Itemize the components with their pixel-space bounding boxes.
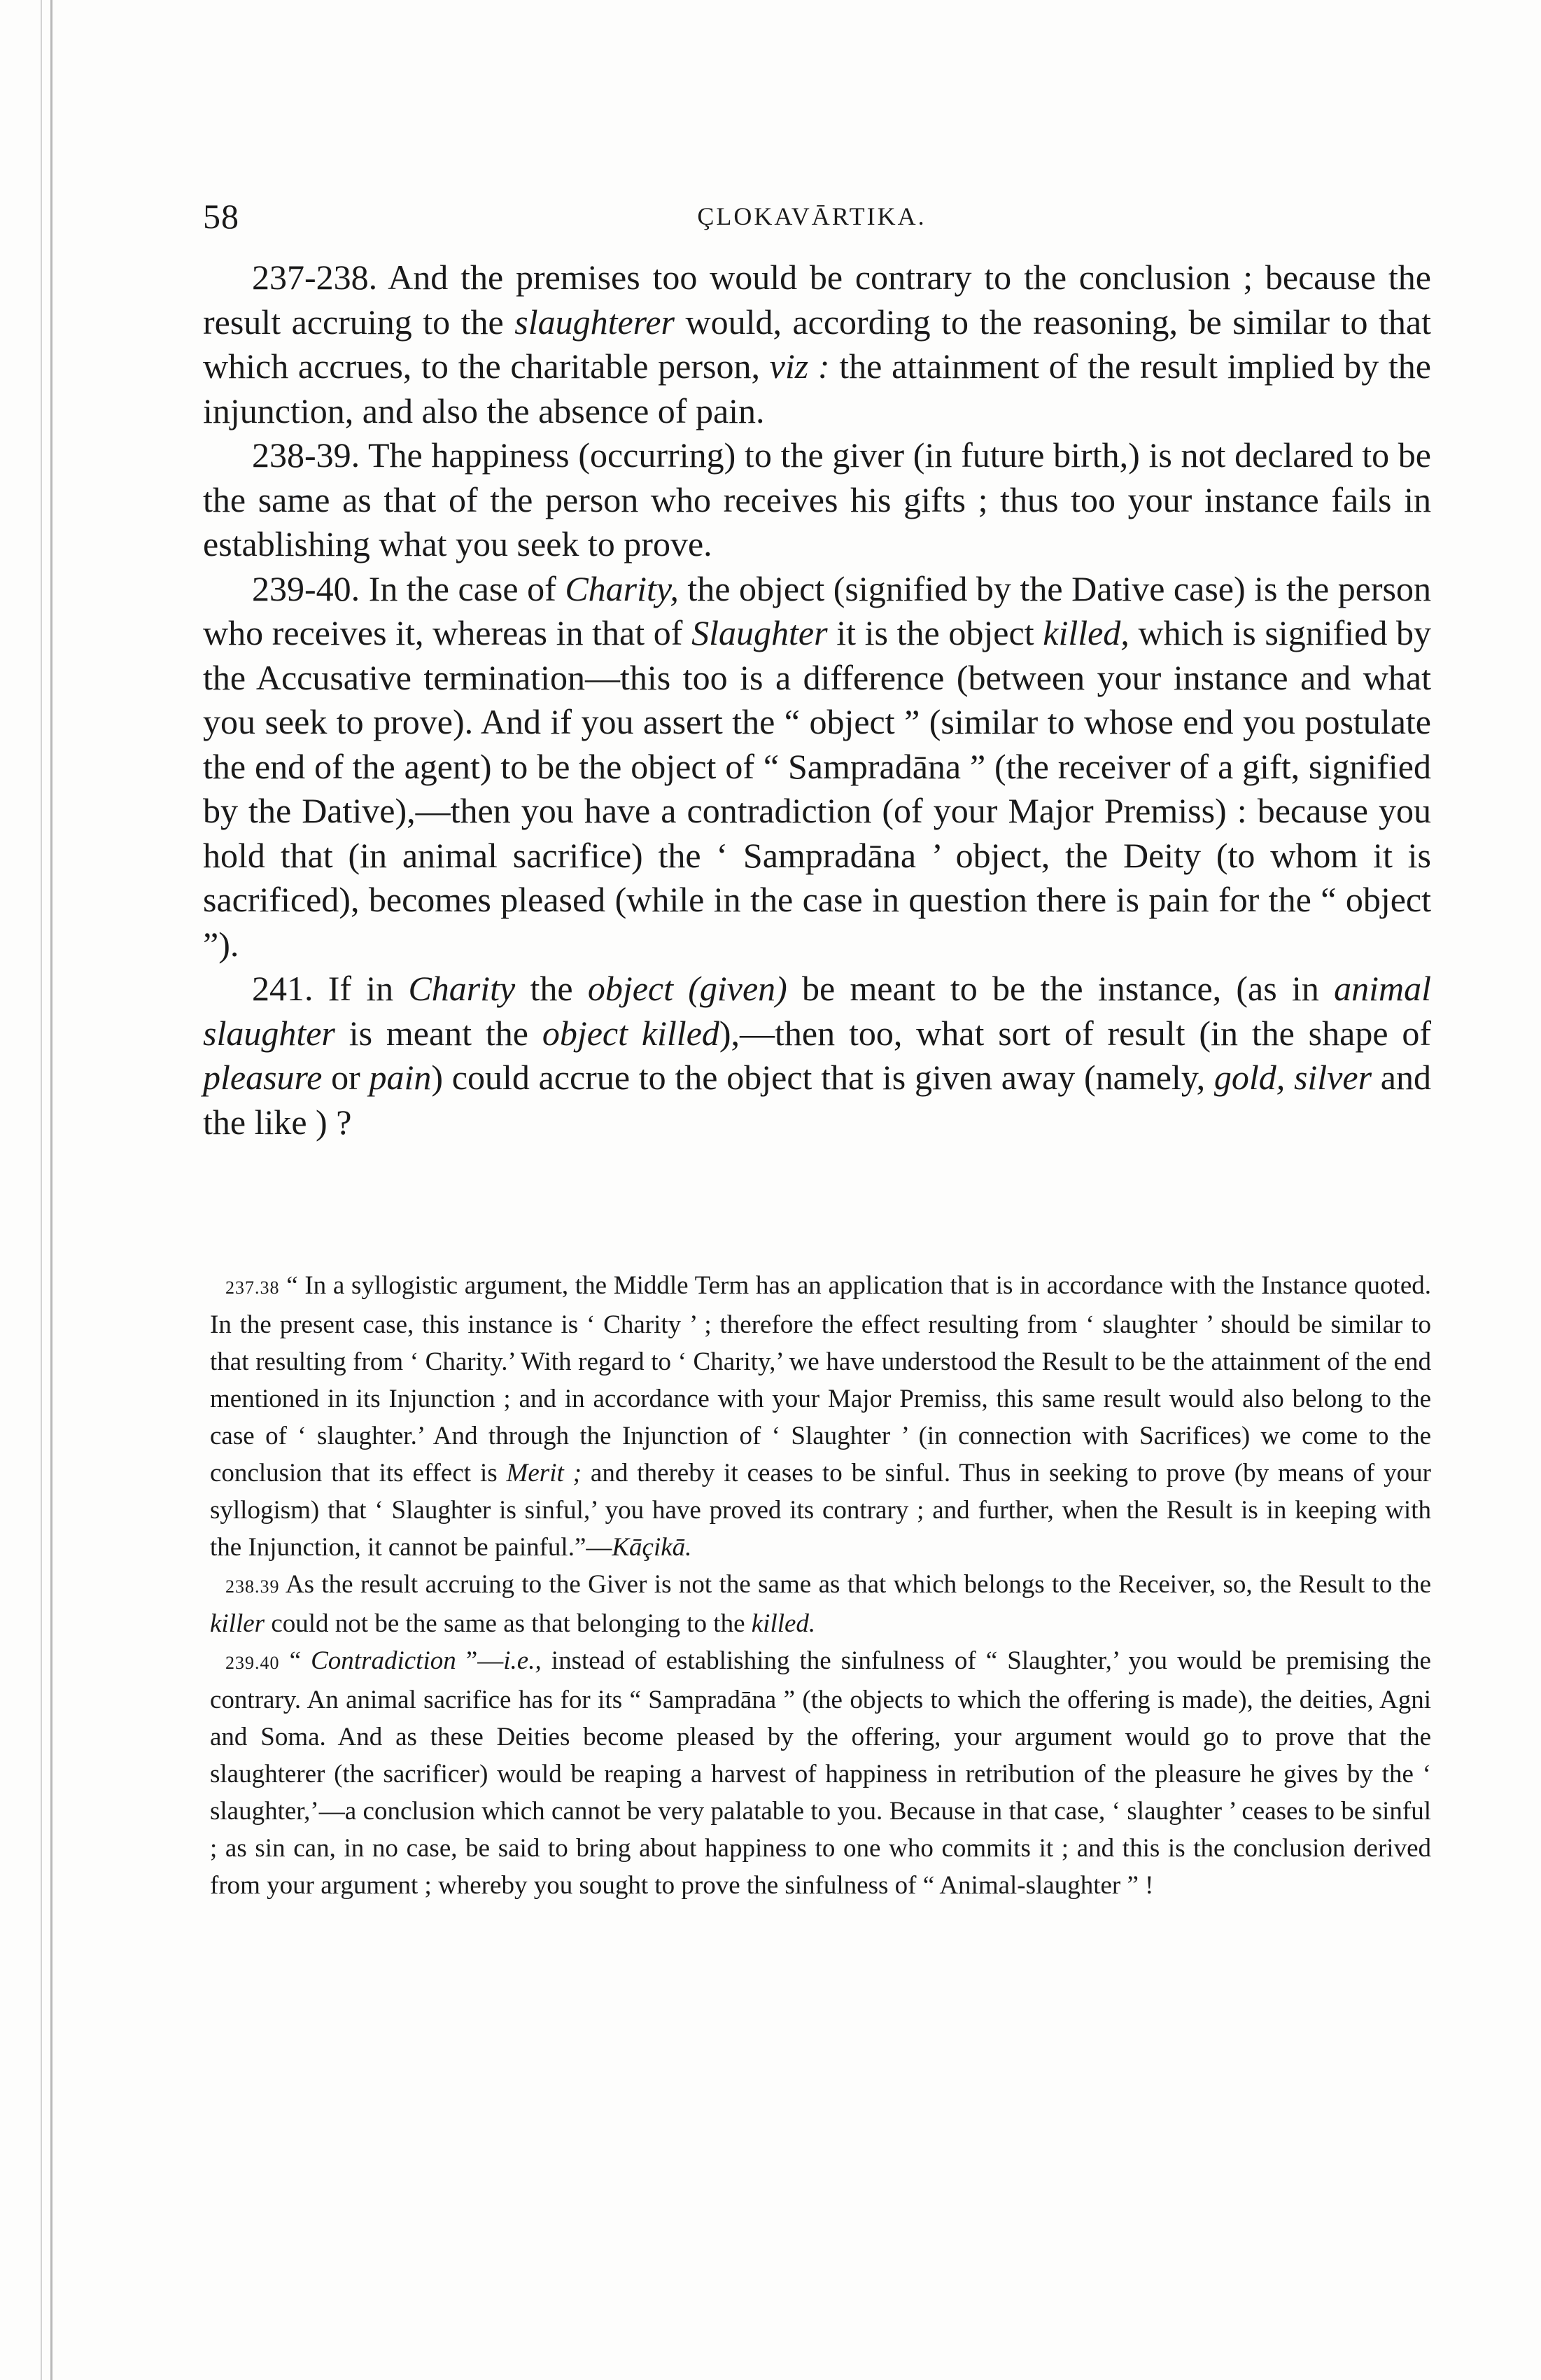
- verse-number: 237-238.: [252, 258, 378, 297]
- footnote-ref: 238.39: [225, 1576, 280, 1597]
- page-header: [203, 196, 1421, 252]
- verse-number: 238-39.: [252, 435, 360, 475]
- verse-text: If in: [313, 969, 409, 1008]
- verse-text: In the case of: [360, 568, 565, 608]
- footnote-ref: 237.38: [225, 1278, 280, 1298]
- scan-binding-edge: [41, 0, 42, 2380]
- verse-paragraph-237: [203, 255, 1431, 433]
- main-text: [203, 255, 1431, 1144]
- verse-text: would, according to the reasoning, be similar to that which accrues, to the charitable person,: [203, 302, 1431, 386]
- footnote-text: and thereby it ceases to be sinful. Thus in seeking to prove (by means of your syllogism) that ‘ Slaughter is sinful,’ you have proved its contrary ; and further, when the Result is in keeping with the Injunction, it cannot be painful.”—: [210, 1459, 1431, 1562]
- verse-paragraph-238: [203, 433, 1431, 567]
- verse-text: it is the object: [827, 613, 1043, 652]
- footnote-text-italic: i.e.,: [503, 1646, 542, 1675]
- verse-text-italic: gold, silver: [1213, 1058, 1372, 1097]
- page-number: 58: [203, 197, 239, 236]
- verse-text-italic: viz :: [769, 346, 830, 386]
- footnote-237-38: [210, 1267, 1431, 1566]
- verse-text: ) could accrue to the object that is given away (namely,: [431, 1058, 1214, 1097]
- verse-text: which is signified by the Accusative termination—this too is a difference (between your instance and what you seek to prove). And if you assert the “ object ” (similar to whose end you postulate the end of the agent) to be the object of “ Sampradāna ” (the receiver of a gift, signified by the Dative),—then you have a contradiction (of your Major Premiss) : because you hold that (in animal sacrifice) the ‘ Sampradāna ’ object, the Deity (to whom it is sacrificed), becomes pleased (while in the case in question there is pain for the “ object ”).: [203, 613, 1431, 964]
- footnote-text: As the result accruing to the Giver is not the same as that which belongs to the Receiver, so, the Result to the: [279, 1570, 1431, 1599]
- footnote-text: instead of establishing the sinfulness of “ Slaughter,’ you would be premising the contrary. An animal sacrifice has for its “ Sampradāna ” (the objects to which the offering is made), the deities, Agni and Soma. And as these Deities become pleased by the offering, your argument would go to prove that the slaughterer (the sacrificer) would be reaping a harvest of happiness in retribution of the pleasure he gives by the ‘ slaughter,’—a conclusion which cannot be very palatable to you. Because in that case, ‘ slaughter ’ ceases to be sinful ; as sin can, in no case, be said to bring about happiness to one who commits it ; and this is the conclusion derived from your argument ; whereby you sought to prove the sinfulness of “ Animal-slaughter ” !: [210, 1646, 1431, 1900]
- footnote-ref: 239.40: [225, 1653, 280, 1673]
- verse-text: the: [515, 969, 588, 1008]
- footnote-text-italic: Merit ;: [506, 1459, 582, 1488]
- verse-text: ),—then too, what sort of result (in the shape of: [719, 1013, 1432, 1053]
- verse-text-italic: slaughterer: [514, 302, 675, 342]
- footnote-text: could not be the same as that belonging to the: [265, 1609, 752, 1638]
- verse-text: And the premises too would be contrary to the conclusion ; because the result accruing to the: [203, 258, 1431, 342]
- footnote-text: ”—: [456, 1646, 504, 1675]
- verse-text-italic: object (given): [587, 969, 787, 1008]
- running-title: ÇLOKAVĀRTIKA.: [697, 202, 927, 230]
- verse-paragraph-241: [203, 967, 1431, 1144]
- verse-text-italic: Slaughter: [691, 613, 828, 652]
- verse-number: 239-40.: [252, 568, 360, 608]
- footnote-239-40: [210, 1642, 1431, 1904]
- footnotes: [210, 1267, 1431, 1904]
- scan-binding-shadow: [50, 0, 52, 2380]
- verse-text-italic: Charity: [408, 969, 516, 1008]
- verse-text: the attainment of the result implied by the injunction, and also the absence of pain.: [203, 346, 1431, 430]
- verse-text: The happiness (occurring) to the giver (in future birth,) is not declared to be the same as that of the person who receives his gifts ; thus too your instance fails in establishing what you seek to prove.: [203, 435, 1431, 564]
- verse-text-italic: object killed: [542, 1013, 719, 1053]
- verse-text: or: [322, 1058, 370, 1097]
- footnote-text: “: [279, 1646, 311, 1675]
- footnote-238-39: [210, 1566, 1431, 1642]
- footnote-text-italic: Contradiction: [311, 1646, 456, 1675]
- footnote-text-italic: killer: [210, 1609, 265, 1638]
- verse-text-italic: pleasure: [203, 1058, 323, 1097]
- footnote-text-italic: killed.: [751, 1609, 816, 1638]
- verse-text-italic: Charity,: [565, 568, 679, 608]
- verse-text-italic: pain: [369, 1058, 432, 1097]
- verse-paragraph-239: [203, 567, 1431, 967]
- verse-text: be meant to be the instance, (as in: [787, 969, 1335, 1008]
- verse-number: 241.: [252, 969, 314, 1008]
- verse-text-italic: killed,: [1043, 613, 1130, 652]
- verse-text: and the like ) ?: [203, 1058, 1431, 1142]
- verse-text: the object (signified by the Dative case) is the person who receives it, whereas in that of: [203, 568, 1431, 652]
- footnote-text: “ In a syllogistic argument, the Middle Term has an application that is in accordance with the Instance quoted. In the present case, this instance is ‘ Charity ’ ; therefore the effect resulting from ‘ slaughter ’ should be similar to that resulting from ‘ Charity.’ With regard to ‘ Charity,’ we have understood the Result to be the attainment of the end mentioned in its Injunction ; and in accordance with your Major Premiss, this same result would also belong to the case of ‘ slaughter.’ And through the Injunction of ‘ Slaughter ’ (in connection with Sacrifices) we come to the conclusion that its effect is: [210, 1271, 1431, 1488]
- footnote-text-italic: Kāçikā.: [612, 1533, 692, 1562]
- verse-text-italic: animal slaughter: [203, 969, 1431, 1053]
- verse-text: is meant the: [335, 1013, 542, 1053]
